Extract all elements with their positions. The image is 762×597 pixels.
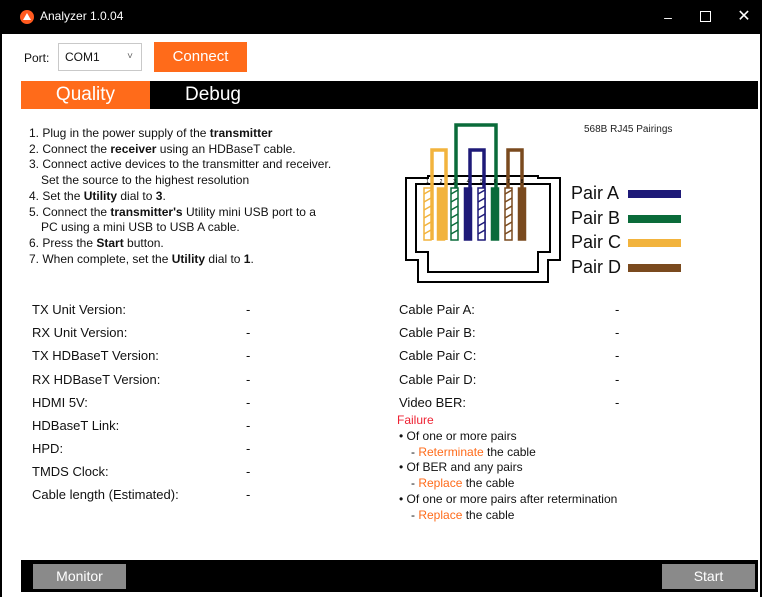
stat-label-tmds-clock: TMDS Clock: xyxy=(32,464,109,479)
maximize-button[interactable] xyxy=(685,6,725,28)
instructions-list xyxy=(29,126,389,267)
instruction-step: 6. Press the Start button. xyxy=(29,235,164,250)
rj45-connector-diagram xyxy=(398,120,568,288)
failure-condition: • Of BER and any pairs xyxy=(399,460,523,474)
stat-label-tx-hdbaset-version: TX HDBaseT Version: xyxy=(32,348,159,363)
instruction-step: 5. Connect the transmitter's Utility mini USB port to a xyxy=(29,204,316,219)
failure-action: - Replace the cable xyxy=(411,508,515,522)
stat-label-cable-pair-b: Cable Pair B: xyxy=(399,325,476,340)
tab-bar xyxy=(21,81,758,109)
instruction-step: 2. Connect the receiver using an HDBaseT cable. xyxy=(29,141,296,156)
instruction-step: 7. When complete, set the Utility dial to 1. xyxy=(29,251,254,266)
stat-value-hpd: - xyxy=(246,441,251,456)
port-selected-value: COM1 xyxy=(65,50,100,64)
connect-button[interactable]: Connect xyxy=(154,42,247,72)
stat-label-video-ber: Video BER: xyxy=(399,395,466,410)
pin-contact xyxy=(438,188,445,240)
close-button[interactable]: ✕ xyxy=(737,8,751,25)
title-bar xyxy=(2,0,760,34)
minimize-button[interactable]: – xyxy=(664,9,672,25)
instruction-step: 4. Set the Utility dial to 3. xyxy=(29,188,166,203)
pair-a-swatch xyxy=(628,190,681,198)
stat-value-hdbaset-link: - xyxy=(246,418,251,433)
stat-value-rx-unit-version: - xyxy=(246,325,251,340)
stat-label-rx-hdbaset-version: RX HDBaseT Version: xyxy=(32,372,161,387)
pin-number: 5 xyxy=(480,179,483,185)
stat-label-hdbaset-link: HDBaseT Link: xyxy=(32,418,120,433)
maximize-icon xyxy=(700,11,711,22)
stat-value-cable-length: - xyxy=(246,487,251,502)
chevron-down-icon: ˅ xyxy=(127,51,133,62)
pin-number: 1 xyxy=(426,179,429,185)
diagram-title: 568B RJ45 Pairings xyxy=(584,124,673,135)
failure-action: - Replace the cable xyxy=(411,476,515,490)
app-logo-icon xyxy=(20,10,34,24)
stat-label-tx-unit-version: TX Unit Version: xyxy=(32,302,126,317)
window-title: Analyzer 1.0.04 xyxy=(40,9,124,23)
instruction-step: Set the source to the highest resolution xyxy=(41,173,250,188)
stat-label-cable-pair-d: Cable Pair D: xyxy=(399,372,477,387)
stat-value-tx-hdbaset-version: - xyxy=(246,348,251,363)
failure-action: - Reterminate the cable xyxy=(411,445,536,459)
pin-contact xyxy=(519,188,526,240)
pair-c-swatch xyxy=(628,239,681,247)
stat-label-cable-length: Cable length (Estimated): xyxy=(32,487,179,502)
stat-value-cable-pair-c: - xyxy=(615,348,620,363)
failure-title: Failure xyxy=(397,413,434,427)
stat-label-cable-pair-a: Cable Pair A: xyxy=(399,302,475,317)
pin-number: 6 xyxy=(493,179,497,185)
pin-number: 3 xyxy=(453,179,456,185)
pin-number: 8 xyxy=(520,179,524,185)
stat-label-hdmi-5v: HDMI 5V: xyxy=(32,395,88,410)
stat-value-cable-pair-b: - xyxy=(615,325,620,340)
pin-number: 2 xyxy=(439,179,443,185)
stat-label-hpd: HPD: xyxy=(32,441,64,456)
stat-label-cable-pair-c: Cable Pair C: xyxy=(399,348,477,363)
pin-number: 7 xyxy=(507,179,510,185)
instruction-step: 1. Plug in the power supply of the transmitter xyxy=(29,126,273,140)
pin-contact xyxy=(492,188,499,240)
stat-value-video-ber: - xyxy=(615,395,620,410)
port-label: Port: xyxy=(24,51,50,65)
port-bar xyxy=(2,34,760,80)
stat-value-tmds-clock: - xyxy=(246,464,251,479)
stat-value-hdmi-5v: - xyxy=(246,395,251,410)
stat-value-tx-unit-version: - xyxy=(246,302,251,317)
pin-contact xyxy=(465,188,472,240)
instruction-step: PC using a mini USB to USB A cable. xyxy=(41,220,240,235)
start-button[interactable]: Start xyxy=(662,564,755,589)
stat-value-cable-pair-a: - xyxy=(615,302,620,317)
footer-bar xyxy=(21,560,758,592)
stat-value-rx-hdbaset-version: - xyxy=(246,372,251,387)
pair-d-swatch xyxy=(628,264,681,272)
failure-condition: • Of one or more pairs after retermination xyxy=(399,492,618,506)
failure-condition: • Of one or more pairs xyxy=(399,429,517,443)
monitor-button[interactable]: Monitor xyxy=(33,564,126,589)
app-window: Analyzer 1.0.04 – ✕ Port: COM1 ˅ Connect Quality Debug 1. Plug in the power supply of the transmitter 2. Connect the receiver using an HDBaseT cable. 3. Connect active devices to the transmitter and receiver. Set the source to the highest resolution 4. Set the Utility dial to 3. 5. Connect the transmitter's Utility mini USB port to a PC using a mini USB to USB A cable. 6. Press the Start button. 7. When complete, set the Utility dial to 1. 568B RJ45 Pairings 1 2 3 4 5 6 7 8 Pair A Pair B Pair C Pair D TX Unit Version: - RX Unit Version: - TX HDBaseT Version: - RX HDBaseT Version: - HDMI 5V: - HDBaseT Link: - HPD: - TMDS Clock: - Cable length (Estimated): - Cable Pair A: - Cable Pair B: - Cable Pair C: - Cable Pair D: - Video BER: - Failure • Of one or more pairs - Reterminate the cable • Of BER and any pairs - Replace the cable • Of one or more pairs after retermination - Replace the cable Monitor Start xyxy=(0,0,762,597)
tab-quality[interactable]: Quality xyxy=(21,81,150,109)
pin-number: 4 xyxy=(466,179,470,185)
stat-label-rx-unit-version: RX Unit Version: xyxy=(32,325,128,340)
instruction-step: 3. Connect active devices to the transmitter and receiver. xyxy=(29,157,332,172)
port-select[interactable] xyxy=(58,43,142,71)
tab-debug[interactable]: Debug xyxy=(185,84,241,105)
pair-b-swatch xyxy=(628,215,681,223)
stat-value-cable-pair-d: - xyxy=(615,372,620,387)
